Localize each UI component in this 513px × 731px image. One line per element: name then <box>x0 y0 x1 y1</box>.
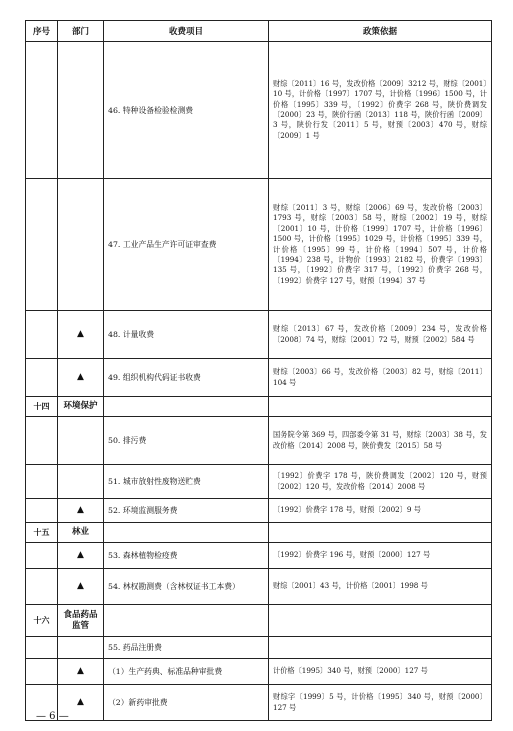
row-basis: 财综〔2011〕3 号，财综〔2006〕69 号，发改价格〔2003〕1793 号，财综〔2003〕58 号，财综〔2002〕19 号，财综〔2001〕10 号，计价格〔1999〕1707 号，计价格〔1996〕1500 号，计价格〔1995〕1029 号，计价格〔1995〕339 号，计价格〔1995〕99 号，计价格〔1994〕507 号，计价格〔1994〕238 号，计物价〔1993〕2182 号，价费字〔1993〕135 号，〔1992〕价费字 317 号，〔1992〕价费字 268 号，〔1992〕价费字 127 号，财预〔1994〕37 号 <box>269 179 492 311</box>
row-seq <box>26 569 58 605</box>
table-row <box>26 543 492 569</box>
section-seq: 十六 <box>26 605 58 637</box>
row-basis: 财综字〔1999〕5 号，计价格〔1995〕340 号，财预〔2000〕127 号 <box>269 685 492 721</box>
row-basis: 财综〔2013〕67 号，发改价格〔2009〕234 号，发改价格〔2008〕74 号，财综〔2001〕72 号，财预〔2002〕584 号 <box>269 311 492 359</box>
row-item: 46. 特种设备检验检测费 <box>104 42 269 179</box>
fee-table-page <box>25 20 491 721</box>
table-row <box>26 311 492 359</box>
header-basis: 政策依据 <box>269 21 492 42</box>
row-basis: 〔1992〕价费字 196 号，财预〔2000〕127 号 <box>269 543 492 569</box>
section-dept: 环境保护 <box>58 397 104 417</box>
row-mark <box>58 417 104 465</box>
table-row <box>26 179 492 311</box>
row-item: （1）生产药典、标准品种审批费 <box>104 659 269 685</box>
row-mark-triangle: ▲ <box>58 359 104 397</box>
row-seq <box>26 417 58 465</box>
row-seq <box>26 359 58 397</box>
row-basis: 〔1992〕价费字 178 号，陕价费调发〔2002〕120 号，财预〔2002〕120 号，发改价格〔2014〕2008 号 <box>269 465 492 499</box>
row-basis: 财综〔2011〕16 号，发改价格〔2009〕3212 号，财综〔2001〕10 号，计价格〔1997〕1707 号，计价格〔1996〕1500 号，计价格〔1995〕339 号，〔1992〕价费字 268 号，陕价费调发〔2000〕23 号，陕价行函〔2013〕118 号，陕价行函〔2009〕3 号，陕价行发〔2011〕5 号，财预〔2003〕470 号，财综〔2009〕1 号 <box>269 42 492 179</box>
row-item: 48. 计量收费 <box>104 311 269 359</box>
table-row <box>26 465 492 499</box>
header-item: 收费项目 <box>104 21 269 42</box>
row-item: 49. 组织机构代码证书收费 <box>104 359 269 397</box>
row-basis: 国务院令第 369 号，四部委令第 31 号，财综〔2003〕38 号，发改价格〔2014〕2008 号，陕价费发〔2015〕58 号 <box>269 417 492 465</box>
page-number: — 6 — <box>36 711 69 722</box>
row-item: 47. 工业产品生产许可证审查费 <box>104 179 269 311</box>
row-item: 54. 林权勘测费（含林权证书工本费） <box>104 569 269 605</box>
row-item: 51. 城市放射性废物送贮费 <box>104 465 269 499</box>
row-item: 53. 森林植物检疫费 <box>104 543 269 569</box>
section-row <box>26 605 492 637</box>
row-seq <box>26 42 58 179</box>
section-row <box>26 523 492 543</box>
row-mark-triangle: ▲ <box>58 569 104 605</box>
table-header-row <box>26 21 492 42</box>
row-seq <box>26 543 58 569</box>
row-item: 50. 排污费 <box>104 417 269 465</box>
row-basis <box>269 637 492 659</box>
section-seq: 十五 <box>26 523 58 543</box>
row-seq <box>26 465 58 499</box>
row-mark-triangle: ▲ <box>58 543 104 569</box>
section-seq: 十四 <box>26 397 58 417</box>
row-mark <box>58 179 104 311</box>
row-item: 55. 药品注册费 <box>104 637 269 659</box>
table-row <box>26 637 492 659</box>
row-seq <box>26 499 58 523</box>
row-item: 52. 环境监测服务费 <box>104 499 269 523</box>
table-row <box>26 659 492 685</box>
row-basis: 财综〔2003〕66 号，发改价格〔2003〕82 号，财综〔2011〕104 号 <box>269 359 492 397</box>
row-seq <box>26 311 58 359</box>
row-basis: 财综〔2001〕43 号，计价格〔2001〕1998 号 <box>269 569 492 605</box>
row-seq <box>26 179 58 311</box>
table-row <box>26 569 492 605</box>
table-body <box>26 42 492 721</box>
row-mark-triangle: ▲ <box>58 659 104 685</box>
row-mark-triangle: ▲ <box>58 311 104 359</box>
row-mark <box>58 42 104 179</box>
row-item: （2）新药审批费 <box>104 685 269 721</box>
section-dept: 食品药品监管 <box>58 605 104 637</box>
section-dept: 林业 <box>58 523 104 543</box>
row-basis: 计价格〔1995〕340 号，财预〔2000〕127 号 <box>269 659 492 685</box>
table-row <box>26 42 492 179</box>
row-mark <box>58 637 104 659</box>
row-mark-triangle: ▲ <box>58 499 104 523</box>
row-seq <box>26 659 58 685</box>
fee-policy-table <box>25 20 492 721</box>
table-row <box>26 417 492 465</box>
header-dept: 部门 <box>58 21 104 42</box>
table-row <box>26 499 492 523</box>
header-seq: 序号 <box>26 21 58 42</box>
table-row <box>26 359 492 397</box>
row-seq <box>26 637 58 659</box>
row-mark-triangle: ▲ <box>58 685 104 721</box>
table-row <box>26 685 492 721</box>
row-mark <box>58 465 104 499</box>
row-basis: 〔1992〕价费字 178 号，财预〔2002〕9 号 <box>269 499 492 523</box>
section-row <box>26 397 492 417</box>
